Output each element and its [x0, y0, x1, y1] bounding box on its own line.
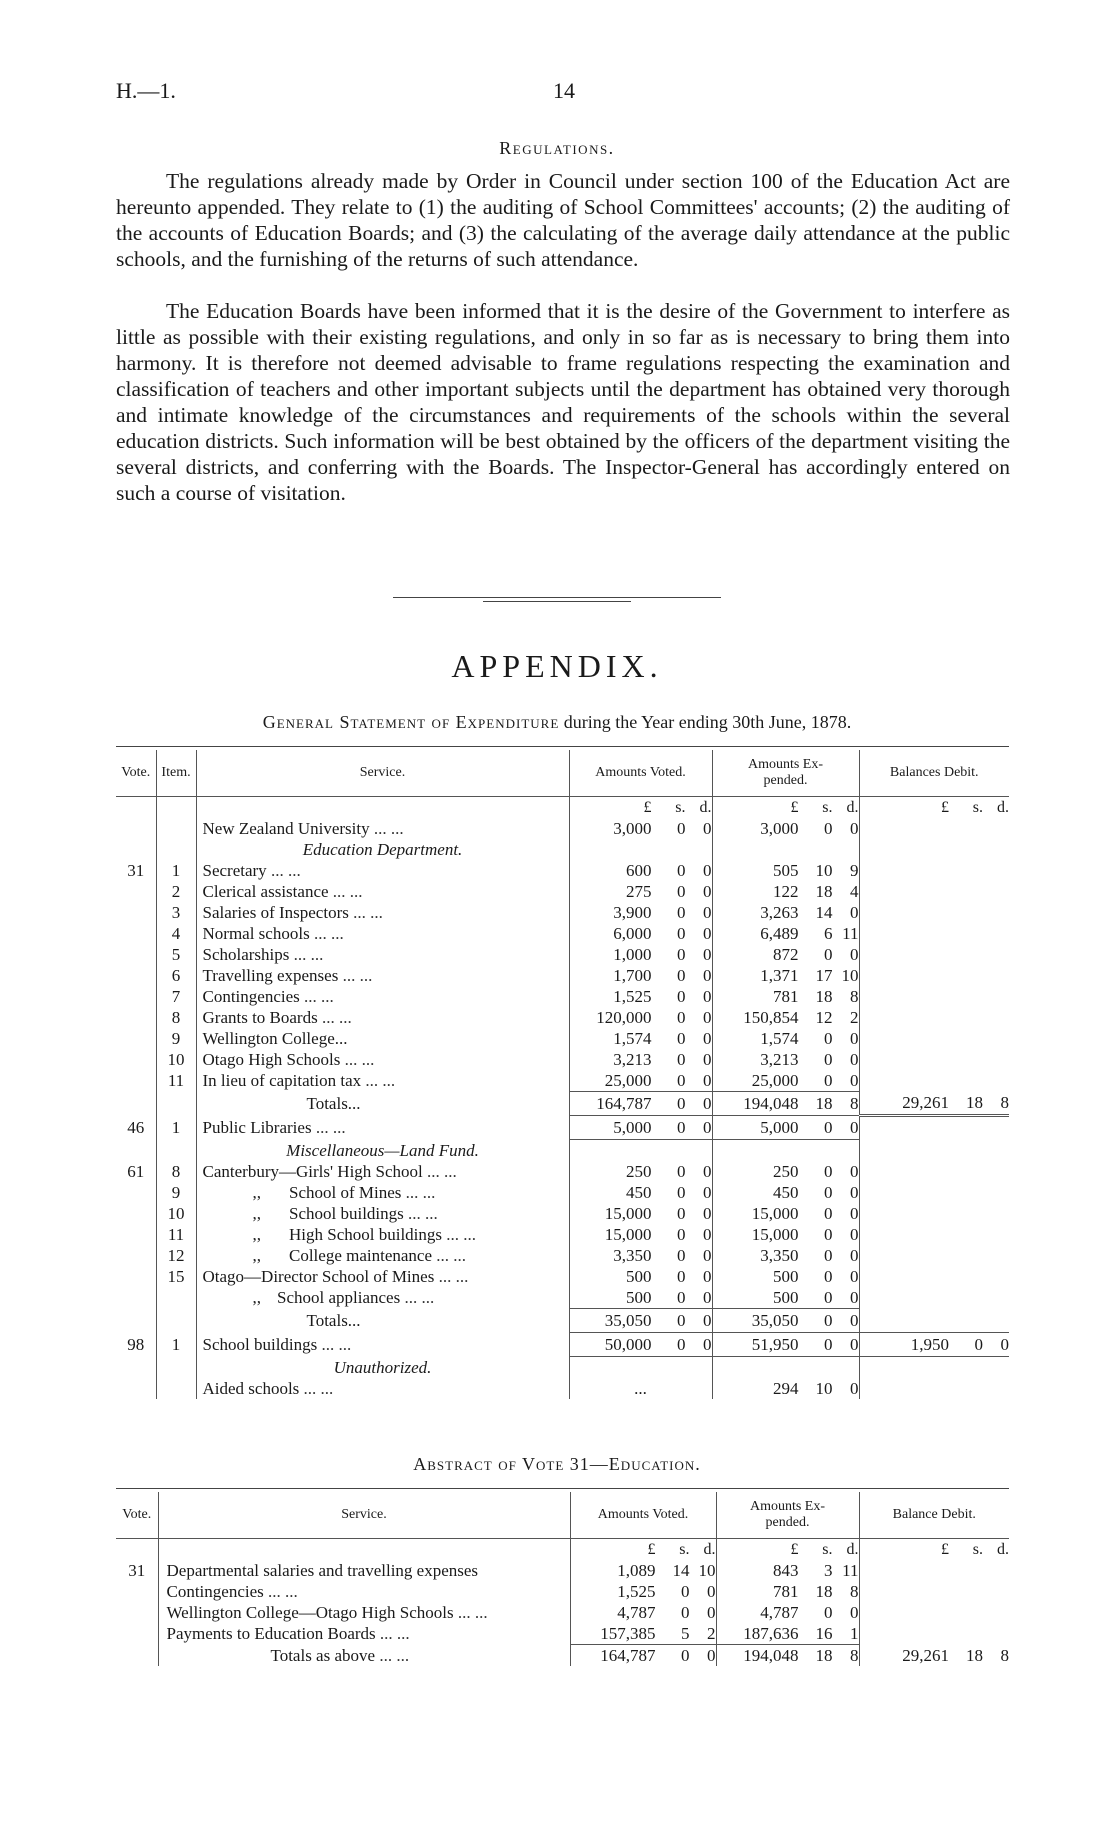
table-row — [116, 1245, 1009, 1266]
voted-cell: 3,350 0 0 — [569, 1245, 712, 1266]
vote-cell — [116, 1266, 156, 1287]
abstract-voted-cell: 4,787 0 0 — [570, 1602, 716, 1623]
expended-cell: 122 18 4 — [712, 881, 859, 902]
abstract-row — [116, 1623, 1009, 1645]
expenditure-table — [116, 750, 1009, 1399]
table-row — [116, 965, 1009, 986]
voted-cell: 500 0 0 — [569, 1266, 712, 1287]
service-cell: Totals... — [196, 1092, 569, 1116]
service-cell: New Zealand University ... ... — [196, 818, 569, 839]
item-cell: 11 — [156, 1070, 196, 1092]
vote-cell — [116, 1203, 156, 1224]
voted-cell: 3,000 0 0 — [569, 818, 712, 839]
item-cell: 8 — [156, 1007, 196, 1028]
voted-cell: 15,000 0 0 — [569, 1224, 712, 1245]
expended-cell: 450 0 0 — [712, 1182, 859, 1203]
vote-cell — [116, 965, 156, 986]
item-cell: 9 — [156, 1028, 196, 1049]
voted-cell: 250 0 0 — [569, 1161, 712, 1182]
item-cell: 2 — [156, 881, 196, 902]
table-row — [116, 1378, 1009, 1399]
item-cell: 10 — [156, 1203, 196, 1224]
service-cell: ,, School buildings ... ... — [196, 1203, 569, 1224]
table-row — [116, 902, 1009, 923]
table-row — [116, 1049, 1009, 1070]
expended-cell: 51,950 0 0 — [712, 1333, 859, 1357]
regulations-paragraph-2: The Education Boards have been informed that it is the desire of the Government to interfere as little as possible with their existing regulations, and only in so far as is necessary to bring them into harmony. It is therefore not deemed advisable to frame regulations respecting the examination and classification of teachers and other important subjects until the department has obtained very thorough and intimate knowledge of the circumstances and requirements of the schools within the several education districts. Such information will be best obtained by the officers of the department visiting the several districts, and conferring with the Boards. The Inspector-General has accordingly entered on such a course of visitation. — [116, 299, 1010, 505]
expended-cell: 25,000 0 0 — [712, 1070, 859, 1092]
item-cell — [156, 818, 196, 839]
expended-cell: 872 0 0 — [712, 944, 859, 965]
vote-cell — [116, 1070, 156, 1092]
voted-cell: 35,050 0 0 — [569, 1309, 712, 1333]
voted-cell: 1,525 0 0 — [569, 986, 712, 1007]
abstract-row — [116, 1602, 1009, 1623]
vote-cell — [116, 1007, 156, 1028]
vote-cell: 61 — [127, 1162, 145, 1181]
table-row — [116, 986, 1009, 1007]
expended-cell: 505 10 9 — [712, 860, 859, 881]
service-cell: Aided schools ... ... — [196, 1378, 569, 1399]
item-cell — [156, 1309, 196, 1333]
abstract-col-vote: Vote. — [122, 1507, 152, 1522]
currency-balance: £ s. d. — [859, 797, 1009, 819]
balance-cell — [859, 923, 1009, 944]
section-heading-row — [116, 839, 1009, 860]
vote-cell — [116, 986, 156, 1007]
service-cell: In lieu of capitation tax ... ... — [196, 1070, 569, 1092]
table-row — [116, 860, 1009, 881]
item-cell: 3 — [156, 902, 196, 923]
section-heading: Miscellaneous—Land Fund. — [196, 1140, 569, 1162]
balance-cell — [859, 1070, 1009, 1092]
table-row — [116, 1224, 1009, 1245]
voted-cell: 450 0 0 — [569, 1182, 712, 1203]
voted-cell: 15,000 0 0 — [569, 1203, 712, 1224]
section-heading-row — [116, 1357, 1009, 1379]
balance-cell — [859, 986, 1009, 1007]
abstract-expended-cell: 194,048 18 8 — [716, 1645, 859, 1667]
section-heading: Unauthorized. — [196, 1357, 569, 1379]
service-cell: ,, School appliances ... ... — [196, 1287, 569, 1309]
voted-cell: ... — [569, 1378, 712, 1399]
voted-cell: 1,700 0 0 — [569, 965, 712, 986]
voted-cell: 1,574 0 0 — [569, 1028, 712, 1049]
balance-cell: 29,261 18 8 — [859, 1092, 1009, 1116]
table-top-rule — [116, 746, 1009, 747]
abstract-vote-cell — [116, 1581, 158, 1602]
expended-cell: 1,371 17 10 — [712, 965, 859, 986]
balance-cell — [859, 1245, 1009, 1266]
abstract-expended-cell: 781 18 8 — [716, 1581, 859, 1602]
vote-cell: 46 — [127, 1118, 145, 1137]
vote-cell — [116, 923, 156, 944]
abstract-expended-cell: 843 3 11 — [716, 1560, 859, 1581]
expended-cell: 150,854 12 2 — [712, 1007, 859, 1028]
voted-cell: 3,213 0 0 — [569, 1049, 712, 1070]
abstract-row — [116, 1581, 1009, 1602]
col-balances: Balances Debit. — [859, 750, 1009, 797]
abstract-service-cell: Totals as above ... ... — [158, 1645, 570, 1667]
vote-cell: 31 — [127, 861, 145, 880]
currency-voted: £ s. d. — [569, 797, 712, 819]
voted-cell: 1,000 0 0 — [569, 944, 712, 965]
abstract-balance-cell — [859, 1623, 1009, 1645]
item-cell — [156, 1092, 196, 1116]
vote-cell — [116, 1378, 156, 1399]
vote-cell — [116, 1245, 156, 1266]
abstract-vote-cell — [116, 1623, 158, 1645]
table-row — [116, 1007, 1009, 1028]
expended-cell: 194,048 18 8 — [712, 1092, 859, 1116]
item-cell: 1 — [156, 860, 196, 881]
item-cell: 5 — [156, 944, 196, 965]
abstract-service-cell: Departmental salaries and travelling expenses — [158, 1560, 570, 1581]
expended-cell: 3,000 0 0 — [712, 818, 859, 839]
vote-cell — [116, 1092, 156, 1116]
abstract-balance-cell — [859, 1560, 1009, 1581]
service-cell: ,, School of Mines ... ... — [196, 1182, 569, 1203]
vote-cell — [116, 1049, 156, 1070]
statement-title: General Statement of Expenditure during the Year ending 30th June, 1878. — [262, 712, 852, 732]
vote-cell — [116, 1028, 156, 1049]
balance-cell — [859, 1203, 1009, 1224]
table-row — [116, 1028, 1009, 1049]
appendix-title: APPENDIX. — [451, 648, 663, 684]
col-expended: Amounts Ex-pended. — [712, 750, 859, 797]
abstract-service-cell: Payments to Education Boards ... ... — [158, 1623, 570, 1645]
expended-cell: 294 10 0 — [712, 1378, 859, 1399]
item-cell: 11 — [156, 1224, 196, 1245]
expended-cell: 3,213 0 0 — [712, 1049, 859, 1070]
balance-cell — [859, 1116, 1009, 1140]
abstract-currency-balance: £ s. d. — [859, 1539, 1009, 1561]
abstract-totals-row — [116, 1645, 1009, 1667]
voted-cell: 164,787 0 0 — [569, 1092, 712, 1116]
abstract-vote-cell — [116, 1645, 158, 1667]
balance-cell — [859, 1266, 1009, 1287]
service-cell: Otago High Schools ... ... — [196, 1049, 569, 1070]
expended-cell: 1,574 0 0 — [712, 1028, 859, 1049]
table-row — [116, 1266, 1009, 1287]
item-cell: 12 — [156, 1245, 196, 1266]
balance-cell: 1,950 0 0 — [859, 1333, 1009, 1357]
document-code: H.—1. — [116, 78, 176, 103]
voted-cell: 275 0 0 — [569, 881, 712, 902]
balance-cell — [859, 1182, 1009, 1203]
service-cell: Canterbury—Girls' High School ... ... — [196, 1161, 569, 1182]
expended-cell: 6,489 6 11 — [712, 923, 859, 944]
abstract-currency-voted: £ s. d. — [570, 1539, 716, 1561]
balance-cell — [859, 1161, 1009, 1182]
abstract-vote-cell — [116, 1602, 158, 1623]
expended-cell: 3,350 0 0 — [712, 1245, 859, 1266]
expended-cell: 35,050 0 0 — [712, 1309, 859, 1333]
balance-cell — [859, 1224, 1009, 1245]
vote-cell — [116, 944, 156, 965]
table-row — [116, 818, 1009, 839]
expended-cell: 250 0 0 — [712, 1161, 859, 1182]
balance-cell — [859, 944, 1009, 965]
abstract-voted-cell: 164,787 0 0 — [570, 1645, 716, 1667]
col-vote: Vote. — [121, 765, 151, 780]
balance-cell — [859, 1028, 1009, 1049]
voted-cell: 25,000 0 0 — [569, 1070, 712, 1092]
item-cell: 15 — [156, 1266, 196, 1287]
abstract-col-service: Service. — [158, 1492, 570, 1539]
abstract-voted-cell: 1,525 0 0 — [570, 1581, 716, 1602]
balance-cell — [859, 1049, 1009, 1070]
section-divider-short — [483, 601, 631, 602]
abstract-balance-cell — [859, 1581, 1009, 1602]
abstract-voted-cell: 1,089 14 10 — [570, 1560, 716, 1581]
balance-cell — [859, 965, 1009, 986]
service-cell: Scholarships ... ... — [196, 944, 569, 965]
section-heading-row — [116, 1140, 1009, 1162]
voted-cell: 6,000 0 0 — [569, 923, 712, 944]
vote-cell — [116, 1287, 156, 1309]
regulations-title: Regulations. — [499, 138, 615, 158]
table-row — [116, 1203, 1009, 1224]
totals-row — [116, 1309, 1009, 1333]
service-cell: Travelling expenses ... ... — [196, 965, 569, 986]
abstract-table — [116, 1492, 1009, 1666]
abstract-col-expended: Amounts Ex-pended. — [716, 1492, 859, 1539]
abstract-balance-cell — [859, 1602, 1009, 1623]
table-row — [116, 944, 1009, 965]
col-item: Item. — [156, 750, 196, 797]
abstract-balance-cell: 29,261 18 8 — [859, 1645, 1009, 1667]
abstract-row — [116, 1560, 1009, 1581]
item-cell: 4 — [156, 923, 196, 944]
expended-cell: 500 0 0 — [712, 1266, 859, 1287]
item-cell: 10 — [156, 1049, 196, 1070]
item-cell: 9 — [156, 1182, 196, 1203]
item-cell: 1 — [156, 1333, 196, 1357]
service-cell: Grants to Boards ... ... — [196, 1007, 569, 1028]
currency-row — [116, 797, 1009, 819]
page-number: 14 — [553, 78, 575, 103]
col-service: Service. — [196, 750, 569, 797]
table-row — [116, 1070, 1009, 1092]
abstract-vote-cell: 31 — [128, 1561, 146, 1580]
vote-cell — [116, 1309, 156, 1333]
service-cell: Salaries of Inspectors ... ... — [196, 902, 569, 923]
voted-cell: 500 0 0 — [569, 1287, 712, 1309]
col-voted: Amounts Voted. — [569, 750, 712, 797]
service-cell: Wellington College... — [196, 1028, 569, 1049]
service-cell: Public Libraries ... ... — [196, 1116, 569, 1140]
service-cell: Contingencies ... ... — [196, 986, 569, 1007]
service-cell: Secretary ... ... — [196, 860, 569, 881]
item-cell: 6 — [156, 965, 196, 986]
item-cell: 7 — [156, 986, 196, 1007]
abstract-service-cell: Contingencies ... ... — [158, 1581, 570, 1602]
service-cell: Otago—Director School of Mines ... ... — [196, 1266, 569, 1287]
vote-cell — [116, 1224, 156, 1245]
balance-cell — [859, 1309, 1009, 1333]
table-row — [116, 923, 1009, 944]
balance-cell — [859, 860, 1009, 881]
service-cell: ,, High School buildings ... ... — [196, 1224, 569, 1245]
table-row — [116, 881, 1009, 902]
regulations-paragraph-1: The regulations already made by Order in Council under section 100 of the Education Act are hereunto appended. They relate to (1) the auditing of School Committees' accounts; (2) the auditing of the accounts of Education Boards; and (3) the calculating of the average daily attendance at the public schools, and the furnishing of the returns of such attendance. — [116, 169, 1010, 271]
table-row — [116, 1287, 1009, 1309]
voted-cell: 5,000 0 0 — [569, 1116, 712, 1140]
abstract-col-balance: Balance Debit. — [859, 1492, 1009, 1539]
section-divider — [393, 597, 721, 598]
voted-cell: 50,000 0 0 — [569, 1333, 712, 1357]
balance-cell — [859, 1287, 1009, 1309]
vote-cell — [116, 881, 156, 902]
abstract-expended-cell: 187,636 16 1 — [716, 1623, 859, 1645]
expended-cell: 3,263 14 0 — [712, 902, 859, 923]
service-cell: Totals... — [196, 1309, 569, 1333]
abstract-currency-expended: £ s. d. — [716, 1539, 859, 1561]
currency-expended: £ s. d. — [712, 797, 859, 819]
vote-cell: 98 — [127, 1335, 145, 1354]
expended-cell: 15,000 0 0 — [712, 1224, 859, 1245]
item-cell — [156, 1287, 196, 1309]
table-row — [116, 1333, 1009, 1357]
abstract-top-rule — [116, 1488, 1009, 1489]
abstract-expended-cell: 4,787 0 0 — [716, 1602, 859, 1623]
balance-cell — [859, 881, 1009, 902]
abstract-title: Abstract of Vote 31—Education. — [413, 1454, 701, 1474]
item-cell — [156, 1378, 196, 1399]
service-cell: Normal schools ... ... — [196, 923, 569, 944]
balance-cell — [859, 902, 1009, 923]
totals-row — [116, 1092, 1009, 1116]
balance-cell — [859, 818, 1009, 839]
service-cell: ,, College maintenance ... ... — [196, 1245, 569, 1266]
expended-cell: 5,000 0 0 — [712, 1116, 859, 1140]
voted-cell: 120,000 0 0 — [569, 1007, 712, 1028]
abstract-col-voted: Amounts Voted. — [570, 1492, 716, 1539]
voted-cell: 600 0 0 — [569, 860, 712, 881]
service-cell: Clerical assistance ... ... — [196, 881, 569, 902]
table-row — [116, 1116, 1009, 1140]
item-cell: 8 — [156, 1161, 196, 1182]
item-cell: 1 — [156, 1116, 196, 1140]
vote-cell — [116, 902, 156, 923]
table-row — [116, 1182, 1009, 1203]
expended-cell: 15,000 0 0 — [712, 1203, 859, 1224]
expended-cell: 500 0 0 — [712, 1287, 859, 1309]
expended-cell: 781 18 8 — [712, 986, 859, 1007]
balance-cell — [859, 1378, 1009, 1399]
section-heading: Education Department. — [196, 839, 569, 860]
vote-cell — [116, 1182, 156, 1203]
abstract-voted-cell: 157,385 5 2 — [570, 1623, 716, 1645]
voted-cell: 3,900 0 0 — [569, 902, 712, 923]
table-row — [116, 1161, 1009, 1182]
abstract-currency-row — [116, 1539, 1009, 1561]
service-cell: School buildings ... ... — [196, 1333, 569, 1357]
balance-cell — [859, 1007, 1009, 1028]
abstract-service-cell: Wellington College—Otago High Schools ... ... — [158, 1602, 570, 1623]
vote-cell — [116, 818, 156, 839]
